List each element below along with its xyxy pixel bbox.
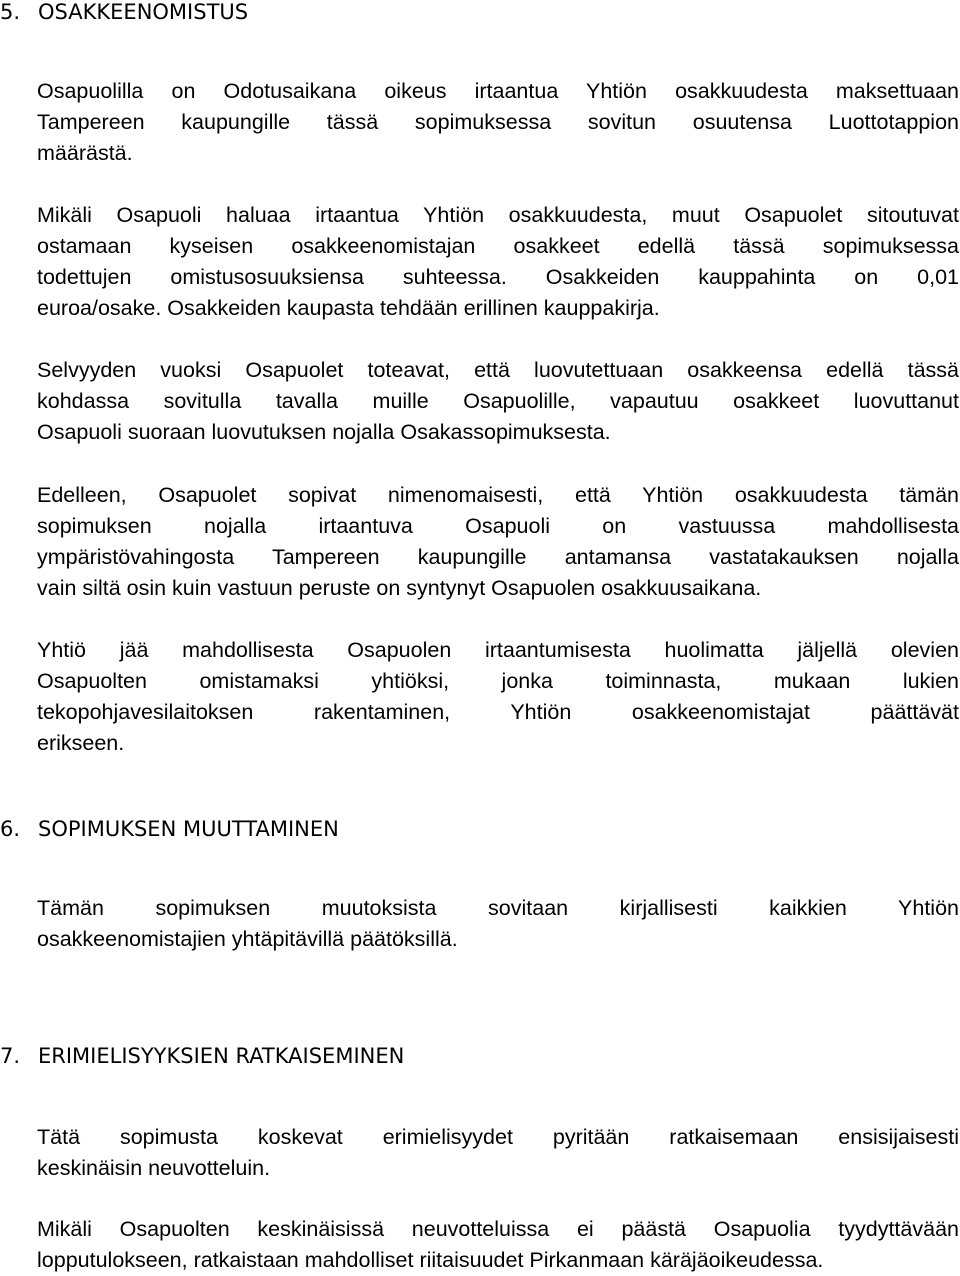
text-line: Mikäli Osapuolten keskinäisissä neuvotteluissa ei päästä Osapuolia tyydyttävään bbox=[37, 1217, 959, 1241]
section-number: 7. bbox=[0, 1044, 21, 1068]
text-line: erikseen. bbox=[37, 731, 125, 755]
text-line: tekopohjavesilaitoksen rakentaminen, Yhtiön osakkeenomistajat päättävät bbox=[37, 700, 959, 724]
section-title: ERIMIELISYYKSIEN RATKAISEMINEN bbox=[38, 1044, 405, 1068]
text-line: Selvyyden vuoksi Osapuolet toteavat, että luovutettuaan osakkeensa edellä tässä bbox=[37, 358, 959, 382]
text-line: todettujen omistusosuuksiensa suhteessa. Osakkeiden kauppahinta on 0,01 bbox=[37, 265, 959, 289]
paragraph bbox=[37, 893, 959, 955]
text-line: Yhtiö jää mahdollisesta Osapuolen irtaantumisesta huolimatta jäljellä olevien bbox=[37, 638, 959, 662]
text-line: euroa/osake. Osakkeiden kaupasta tehdään erillinen kauppakirja. bbox=[37, 296, 660, 320]
section-title: SOPIMUKSEN MUUTTAMINEN bbox=[38, 817, 339, 841]
text-line: Osapuoli suoraan luovutuksen nojalla Osakassopimuksesta. bbox=[37, 420, 611, 444]
text-line: kohdassa sovitulla tavalla muille Osapuolille, vapautuu osakkeet luovuttanut bbox=[37, 389, 959, 413]
paragraph bbox=[37, 635, 959, 759]
text-line: määrästä. bbox=[37, 141, 133, 165]
text-line: Tämän sopimuksen muutoksista sovitaan kirjallisesti kaikkien Yhtiön bbox=[37, 896, 959, 920]
text-line: lopputulokseen, ratkaistaan mahdolliset riitaisuudet Pirkanmaan käräjäoikeudessa. bbox=[37, 1248, 824, 1272]
paragraph bbox=[37, 1214, 959, 1276]
text-line: keskinäisin neuvotteluin. bbox=[37, 1156, 271, 1180]
text-line: sopimuksen nojalla irtaantuva Osapuoli on vastuussa mahdollisesta bbox=[37, 514, 959, 538]
text-line: Edelleen, Osapuolet sopivat nimenomaisesti, että Yhtiön osakkuudesta tämän bbox=[37, 483, 959, 507]
section-heading-6 bbox=[0, 817, 339, 841]
text-line: Mikäli Osapuoli haluaa irtaantua Yhtiön osakkuudesta, muut Osapuolet sitoutuvat bbox=[37, 203, 959, 227]
section-number: 6. bbox=[0, 817, 21, 841]
text-line: Osapuolilla on Odotusaikana oikeus irtaantua Yhtiön osakkuudesta maksettuaan bbox=[37, 79, 959, 103]
text-line: ympäristövahingosta Tampereen kaupungille antamansa vastatakauksen nojalla bbox=[37, 545, 959, 569]
text-line: Tampereen kaupungille tässä sopimuksessa sovitun osuutensa Luottotappion bbox=[37, 110, 959, 134]
text-line: osakkeenomistajien yhtäpitävillä päätöksillä. bbox=[37, 927, 458, 951]
paragraph bbox=[37, 355, 959, 448]
paragraph bbox=[37, 200, 959, 324]
section-number: 5. bbox=[0, 0, 21, 24]
section-heading-7 bbox=[0, 1044, 404, 1068]
paragraph bbox=[37, 76, 959, 169]
paragraph bbox=[37, 1122, 959, 1184]
section-heading-5 bbox=[0, 0, 248, 24]
text-line: Osapuolten omistamaksi yhtiöksi, jonka toiminnasta, mukaan lukien bbox=[37, 669, 959, 693]
text-line: ostamaan kyseisen osakkeenomistajan osakkeet edellä tässä sopimuksessa bbox=[37, 234, 959, 258]
text-line: Tätä sopimusta koskevat erimielisyydet pyritään ratkaisemaan ensisijaisesti bbox=[37, 1125, 959, 1149]
paragraph bbox=[37, 480, 959, 604]
section-title: OSAKKEENOMISTUS bbox=[38, 0, 249, 24]
text-line: vain siltä osin kuin vastuun peruste on syntynyt Osapuolen osakkuusaikana. bbox=[37, 576, 762, 600]
